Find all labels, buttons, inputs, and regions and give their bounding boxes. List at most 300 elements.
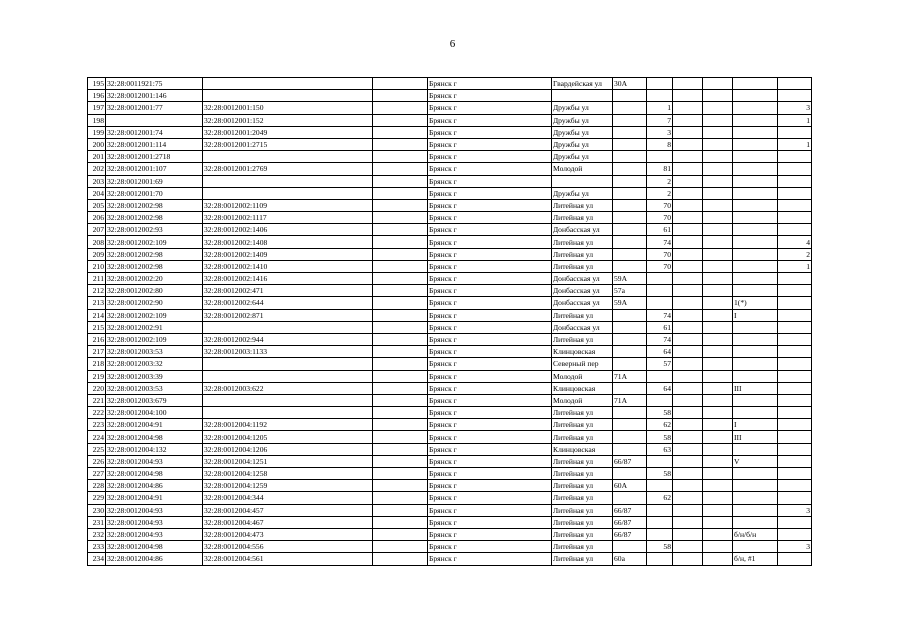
cell-lit: 60а	[613, 553, 647, 565]
cell-e1	[673, 358, 703, 370]
cell-num: 211	[88, 273, 106, 285]
page-number: 6	[449, 38, 456, 50]
cell-lit: 66/87	[613, 504, 647, 516]
cell-lit: 57а	[613, 285, 647, 297]
cell-e4: 1	[778, 114, 812, 126]
cell-sub-cadastral: 32:28:0012003:1133	[203, 346, 373, 358]
cell-e1	[673, 187, 703, 199]
cell-city: Брянск г	[428, 114, 552, 126]
cell-cadastral: 32:28:0012004:86	[106, 480, 203, 492]
table-row	[88, 187, 812, 199]
cell-cadastral: 32:28:0012002:80	[106, 285, 203, 297]
cell-house: 70	[647, 260, 673, 272]
cell-street: Литейная ул	[552, 407, 613, 419]
cell-lit: 66/87	[613, 455, 647, 467]
cell-e4: 4	[778, 236, 812, 248]
cell-house	[647, 370, 673, 382]
cell-sub-cadastral: 32:28:0012002:871	[203, 309, 373, 321]
table-row	[88, 78, 812, 90]
cell-e5	[733, 273, 778, 285]
cell-num: 228	[88, 480, 106, 492]
cell-e2	[703, 528, 733, 540]
cell-e4	[778, 187, 812, 199]
cell-e4	[778, 212, 812, 224]
cell-city: Брянск г	[428, 187, 552, 199]
cell-e4	[778, 431, 812, 443]
cell-e4	[778, 407, 812, 419]
cell-lit	[613, 333, 647, 345]
cell-city: Брянск г	[428, 175, 552, 187]
cell-city: Брянск г	[428, 321, 552, 333]
cell-num: 225	[88, 443, 106, 455]
cell-cadastral: 32:28:0012004:93	[106, 528, 203, 540]
cell-sub-cadastral: 32:28:0012002:1410	[203, 260, 373, 272]
cell-e1	[673, 468, 703, 480]
cell-e5	[733, 163, 778, 175]
cell-street: Донбасская ул	[552, 321, 613, 333]
cell-e1	[673, 455, 703, 467]
cell-cadastral: 32:28:0012002:98	[106, 260, 203, 272]
cell-e2	[703, 516, 733, 528]
cell-sub-cadastral: 32:28:0012004:556	[203, 541, 373, 553]
cell-lit: 59А	[613, 273, 647, 285]
cell-house: 70	[647, 248, 673, 260]
cell-e3	[373, 419, 428, 431]
cell-house: 3	[647, 126, 673, 138]
table-row	[88, 248, 812, 260]
cell-e3	[373, 407, 428, 419]
cell-house: 61	[647, 321, 673, 333]
cell-e1	[673, 419, 703, 431]
cell-e3	[373, 199, 428, 211]
cell-sub-cadastral: 32:28:0012002:471	[203, 285, 373, 297]
cell-e2	[703, 138, 733, 150]
cell-sub-cadastral	[203, 151, 373, 163]
cell-street	[552, 175, 613, 187]
cell-cadastral: 32:28:0012002:98	[106, 199, 203, 211]
cell-e4	[778, 126, 812, 138]
cell-lit: 71А	[613, 370, 647, 382]
cell-e1	[673, 78, 703, 90]
cell-e3	[373, 528, 428, 540]
table-row	[88, 199, 812, 211]
cell-e3	[373, 90, 428, 102]
cell-e2	[703, 492, 733, 504]
cell-e2	[703, 151, 733, 163]
cell-sub-cadastral: 32:28:0012004:1259	[203, 480, 373, 492]
cell-street: Литейная ул	[552, 528, 613, 540]
cell-e2	[703, 126, 733, 138]
cell-street: Донбасская ул	[552, 273, 613, 285]
cell-num: 213	[88, 297, 106, 309]
cell-sub-cadastral: 32:28:0012002:1409	[203, 248, 373, 260]
cell-lit	[613, 346, 647, 358]
cell-num: 217	[88, 346, 106, 358]
table-row	[88, 90, 812, 102]
cell-house	[647, 273, 673, 285]
cell-sub-cadastral: 32:28:0012001:150	[203, 102, 373, 114]
cell-e2	[703, 431, 733, 443]
cell-city: Брянск г	[428, 468, 552, 480]
cell-e3	[373, 455, 428, 467]
cell-e3	[373, 309, 428, 321]
cell-city: Брянск г	[428, 199, 552, 211]
cell-sub-cadastral: 32:28:0012001:2049	[203, 126, 373, 138]
cell-house: 8	[647, 138, 673, 150]
cell-e4: 3	[778, 541, 812, 553]
cell-street: Литейная ул	[552, 553, 613, 565]
table-row	[88, 394, 812, 406]
cell-lit	[613, 199, 647, 211]
cell-e4: 3	[778, 102, 812, 114]
cell-street: Дружбы ул	[552, 151, 613, 163]
cell-house: 2	[647, 175, 673, 187]
cell-e1	[673, 346, 703, 358]
cell-street: Молодой	[552, 163, 613, 175]
table-row	[88, 333, 812, 345]
cell-e3	[373, 394, 428, 406]
cell-cadastral: 32:28:0012004:98	[106, 431, 203, 443]
cell-e4	[778, 199, 812, 211]
cell-e4	[778, 455, 812, 467]
cell-street: Литейная ул	[552, 309, 613, 321]
cell-e5: I	[733, 309, 778, 321]
cell-e1	[673, 90, 703, 102]
cell-city: Брянск г	[428, 407, 552, 419]
cell-e5	[733, 90, 778, 102]
cell-house: 2	[647, 187, 673, 199]
cell-e2	[703, 358, 733, 370]
cell-cadastral: 32:28:0012001:69	[106, 175, 203, 187]
cell-street: Гвардейская ул	[552, 78, 613, 90]
cell-street: Дружбы ул	[552, 138, 613, 150]
cell-e4	[778, 333, 812, 345]
cell-cadastral: 32:28:0012002:109	[106, 309, 203, 321]
cell-street: Дружбы ул	[552, 126, 613, 138]
cell-e2	[703, 212, 733, 224]
cell-lit	[613, 90, 647, 102]
cell-sub-cadastral: 32:28:0012002:1117	[203, 212, 373, 224]
cell-e4	[778, 285, 812, 297]
cell-city: Брянск г	[428, 260, 552, 272]
cell-e5: б/н/б/н	[733, 528, 778, 540]
cell-sub-cadastral: 32:28:0012002:1416	[203, 273, 373, 285]
cell-e1	[673, 248, 703, 260]
table-row	[88, 260, 812, 272]
cell-sub-cadastral: 32:28:0012004:1258	[203, 468, 373, 480]
cell-e1	[673, 553, 703, 565]
cell-city: Брянск г	[428, 297, 552, 309]
cell-e1	[673, 443, 703, 455]
cell-house	[647, 516, 673, 528]
cell-e5	[733, 102, 778, 114]
cell-city: Брянск г	[428, 273, 552, 285]
cell-num: 223	[88, 419, 106, 431]
table-row	[88, 358, 812, 370]
cell-e1	[673, 431, 703, 443]
cell-e5	[733, 212, 778, 224]
cell-lit	[613, 492, 647, 504]
cell-e4	[778, 419, 812, 431]
cell-house: 81	[647, 163, 673, 175]
cell-e2	[703, 346, 733, 358]
cell-num: 210	[88, 260, 106, 272]
cell-street: Литейная ул	[552, 199, 613, 211]
cell-street: Литейная ул	[552, 468, 613, 480]
cell-sub-cadastral	[203, 321, 373, 333]
cell-street: Литейная ул	[552, 455, 613, 467]
cell-sub-cadastral	[203, 394, 373, 406]
cell-e5	[733, 285, 778, 297]
cell-e4: 1	[778, 260, 812, 272]
cell-cadastral: 32:28:0012002:93	[106, 224, 203, 236]
cell-cadastral: 32:28:0012001:70	[106, 187, 203, 199]
cell-city: Брянск г	[428, 541, 552, 553]
cell-e4	[778, 151, 812, 163]
cell-e5	[733, 346, 778, 358]
cell-e3	[373, 163, 428, 175]
cell-cadastral: 32:28:0012004:98	[106, 541, 203, 553]
cell-sub-cadastral: 32:28:0012004:561	[203, 553, 373, 565]
cell-e4	[778, 358, 812, 370]
cell-cadastral	[106, 114, 203, 126]
cell-cadastral: 32:28:0012004:98	[106, 468, 203, 480]
cell-city: Брянск г	[428, 528, 552, 540]
table-row	[88, 273, 812, 285]
cell-e1	[673, 151, 703, 163]
table-row	[88, 236, 812, 248]
cell-e1	[673, 541, 703, 553]
cell-e2	[703, 455, 733, 467]
cell-num: 222	[88, 407, 106, 419]
cell-e3	[373, 382, 428, 394]
cell-lit	[613, 236, 647, 248]
cell-e3	[373, 492, 428, 504]
cell-e4	[778, 321, 812, 333]
cell-e3	[373, 431, 428, 443]
cell-e4	[778, 480, 812, 492]
cell-house	[647, 285, 673, 297]
cell-e2	[703, 541, 733, 553]
cell-e1	[673, 212, 703, 224]
cell-e5	[733, 248, 778, 260]
cell-sub-cadastral: 32:28:0012004:473	[203, 528, 373, 540]
cell-e3	[373, 297, 428, 309]
cell-cadastral: 32:28:0012003:32	[106, 358, 203, 370]
cell-cadastral: 32:28:0012001:74	[106, 126, 203, 138]
cell-e1	[673, 407, 703, 419]
cell-sub-cadastral	[203, 358, 373, 370]
cell-house: 57	[647, 358, 673, 370]
cell-e3	[373, 516, 428, 528]
cell-sub-cadastral: 32:28:0012002:644	[203, 297, 373, 309]
table-row	[88, 285, 812, 297]
cell-e3	[373, 260, 428, 272]
cell-lit	[613, 309, 647, 321]
cell-e1	[673, 370, 703, 382]
cell-street: Литейная ул	[552, 260, 613, 272]
cell-cadastral: 32:28:0012002:90	[106, 297, 203, 309]
cell-e1	[673, 321, 703, 333]
cell-e3	[373, 333, 428, 345]
cell-house: 74	[647, 309, 673, 321]
cell-lit	[613, 431, 647, 443]
table-row	[88, 431, 812, 443]
cell-e3	[373, 212, 428, 224]
cell-cadastral: 32:28:0012004:91	[106, 419, 203, 431]
cell-e4	[778, 443, 812, 455]
cell-e2	[703, 443, 733, 455]
table-row	[88, 370, 812, 382]
cell-street: Литейная ул	[552, 516, 613, 528]
cell-cadastral: 32:28:0012003:53	[106, 382, 203, 394]
cell-house: 70	[647, 212, 673, 224]
cell-e5	[733, 138, 778, 150]
cell-num: 205	[88, 199, 106, 211]
cell-house: 62	[647, 419, 673, 431]
cell-e3	[373, 151, 428, 163]
cell-cadastral: 32:28:0012003:679	[106, 394, 203, 406]
cell-e3	[373, 468, 428, 480]
cell-e2	[703, 333, 733, 345]
cell-house: 63	[647, 443, 673, 455]
cell-lit	[613, 443, 647, 455]
cell-street	[552, 90, 613, 102]
cell-city: Брянск г	[428, 382, 552, 394]
cell-sub-cadastral	[203, 175, 373, 187]
cell-num: 203	[88, 175, 106, 187]
cell-sub-cadastral: 32:28:0012004:1206	[203, 443, 373, 455]
cell-num: 218	[88, 358, 106, 370]
cell-e3	[373, 321, 428, 333]
cell-e5	[733, 468, 778, 480]
table-row	[88, 480, 812, 492]
table-row	[88, 138, 812, 150]
cell-house: 58	[647, 407, 673, 419]
cell-e1	[673, 163, 703, 175]
cell-num: 200	[88, 138, 106, 150]
cell-e1	[673, 175, 703, 187]
cell-e5	[733, 321, 778, 333]
cell-e2	[703, 248, 733, 260]
cell-sub-cadastral: 32:28:0012001:2769	[203, 163, 373, 175]
cell-e4: 2	[778, 248, 812, 260]
cell-street: Донбасская ул	[552, 285, 613, 297]
table-row	[88, 309, 812, 321]
cell-cadastral: 32:28:0012001:114	[106, 138, 203, 150]
cell-e2	[703, 407, 733, 419]
cell-cadastral: 32:28:0012002:109	[106, 236, 203, 248]
cell-num: 207	[88, 224, 106, 236]
cell-e2	[703, 321, 733, 333]
cell-street: Дружбы ул	[552, 187, 613, 199]
cell-e4	[778, 175, 812, 187]
cell-lit	[613, 187, 647, 199]
cell-house: 61	[647, 224, 673, 236]
cell-city: Брянск г	[428, 346, 552, 358]
cell-lit: 66/87	[613, 528, 647, 540]
cell-e5	[733, 541, 778, 553]
cell-num: 234	[88, 553, 106, 565]
table-row	[88, 541, 812, 553]
cell-city: Брянск г	[428, 285, 552, 297]
cell-e4	[778, 553, 812, 565]
cell-e1	[673, 382, 703, 394]
table-row	[88, 553, 812, 565]
cell-city: Брянск г	[428, 333, 552, 345]
cell-street: Литейная ул	[552, 333, 613, 345]
cell-city: Брянск г	[428, 455, 552, 467]
cell-street: Литейная ул	[552, 504, 613, 516]
cell-e5	[733, 199, 778, 211]
cell-e3	[373, 273, 428, 285]
cell-cadastral: 32:28:0012002:109	[106, 333, 203, 345]
cell-e1	[673, 285, 703, 297]
cell-num: 230	[88, 504, 106, 516]
cell-sub-cadastral: 32:28:0012002:944	[203, 333, 373, 345]
cell-cadastral: 32:28:0012002:91	[106, 321, 203, 333]
cell-e2	[703, 504, 733, 516]
cell-sub-cadastral: 32:28:0012004:1205	[203, 431, 373, 443]
cell-street: Литейная ул	[552, 431, 613, 443]
cell-city: Брянск г	[428, 370, 552, 382]
cell-street: Клинцовская	[552, 346, 613, 358]
cell-city: Брянск г	[428, 443, 552, 455]
table-row	[88, 163, 812, 175]
cell-e3	[373, 175, 428, 187]
cell-e3	[373, 285, 428, 297]
cell-lit: 60А	[613, 480, 647, 492]
cell-e3	[373, 248, 428, 260]
cell-street: Литейная ул	[552, 480, 613, 492]
cell-house: 70	[647, 199, 673, 211]
table-row	[88, 297, 812, 309]
cell-e1	[673, 260, 703, 272]
cell-cadastral: 32:28:0012004:93	[106, 455, 203, 467]
cell-e4	[778, 273, 812, 285]
cell-lit	[613, 126, 647, 138]
cell-e2	[703, 297, 733, 309]
cell-num: 229	[88, 492, 106, 504]
cell-e4: 3	[778, 504, 812, 516]
cell-lit	[613, 382, 647, 394]
cell-e4	[778, 163, 812, 175]
cell-sub-cadastral: 32:28:0012004:467	[203, 516, 373, 528]
table-row	[88, 382, 812, 394]
cell-city: Брянск г	[428, 480, 552, 492]
cell-city: Брянск г	[428, 78, 552, 90]
cell-num: 197	[88, 102, 106, 114]
cell-street: Литейная ул	[552, 541, 613, 553]
cell-e5: I	[733, 419, 778, 431]
cell-e4	[778, 468, 812, 480]
cell-e3	[373, 138, 428, 150]
cell-e4	[778, 394, 812, 406]
cell-city: Брянск г	[428, 102, 552, 114]
cell-num: 202	[88, 163, 106, 175]
registry-body	[88, 78, 812, 566]
cell-house	[647, 553, 673, 565]
cell-house	[647, 78, 673, 90]
cell-sub-cadastral: 32:28:0012002:1406	[203, 224, 373, 236]
cell-e3	[373, 370, 428, 382]
cell-e1	[673, 333, 703, 345]
cell-num: 201	[88, 151, 106, 163]
cell-sub-cadastral: 32:28:0012001:2715	[203, 138, 373, 150]
cell-e4	[778, 346, 812, 358]
cell-e3	[373, 346, 428, 358]
cell-lit	[613, 419, 647, 431]
